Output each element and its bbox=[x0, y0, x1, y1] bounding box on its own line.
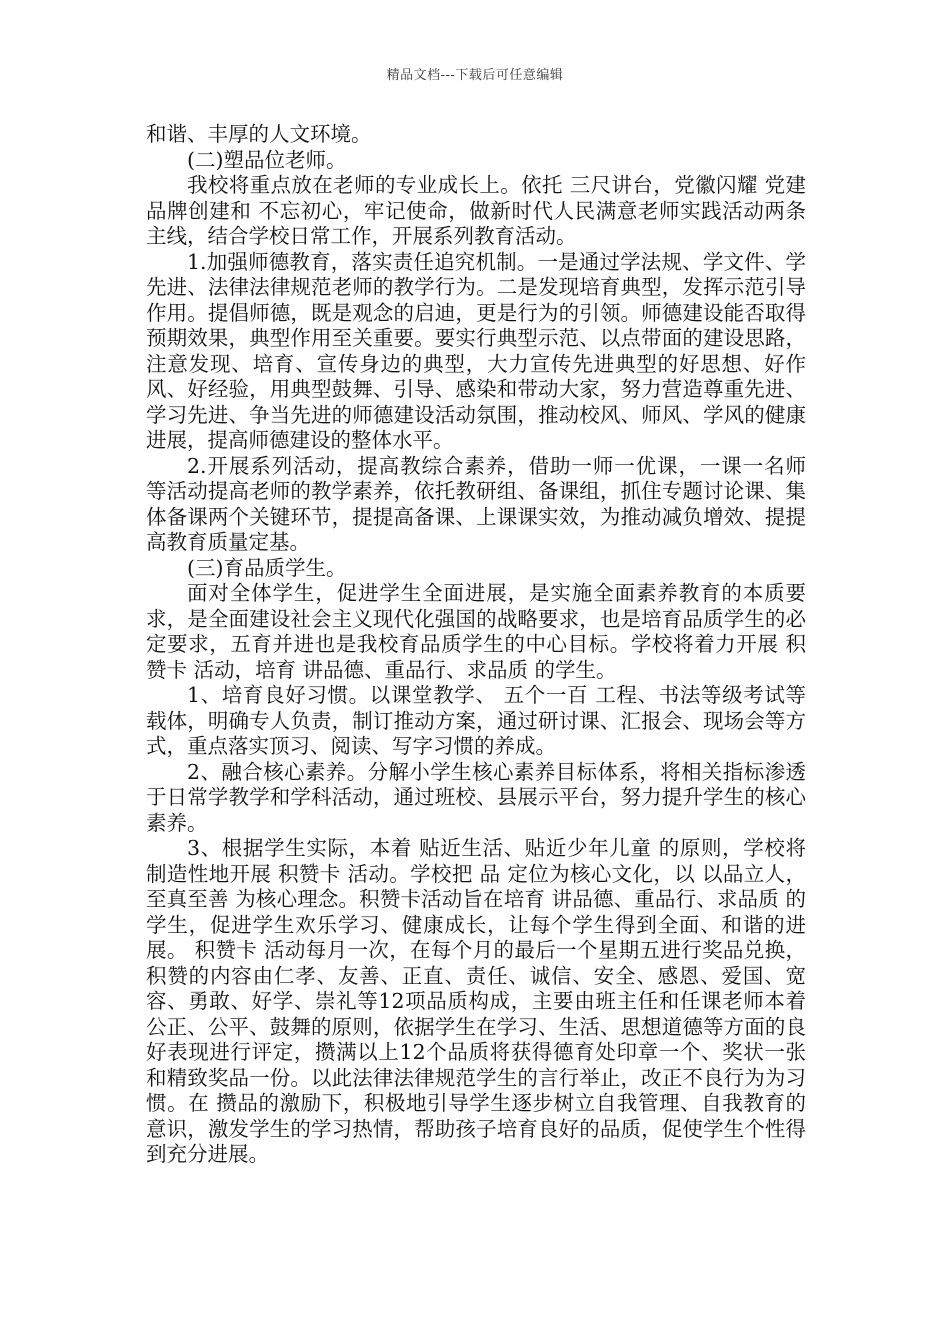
paragraph: 我校将重点放在老师的专业成长上。依托 三尺讲台，党徽闪耀 党建品牌创建和 不忘初心，牢记使命，做新时代人民满意老师实践活动两条主线，结合学校日常工作，开展系列教育活动。 bbox=[146, 173, 806, 248]
paragraph: 3、根据学生实际，本着 贴近生活、贴近少年儿童 的原则，学校将制造性地开展 积赞卡 活动。学校把 品 定位为核心文化，以 以品立人，至真至善 为核心理念。积赞卡活动旨在培育 讲品德、重品行、求品质 的学生，促进学生欢乐学习、健康成长，让每个学生得到全面、和谐的进展。 积赞卡 活动每月一次，在每个月的最后一个星期五进行奖品兑换，积赞的内容由仁孝、友善、正直、责任、诚信、安全、感恩、爱国、宽容、勇敢、好学、崇礼等12项品质构成，主要由班主任和任课老师本着公正、公平、鼓舞的原则，依据学生在学习、生活、思想道德等方面的良好表现进行评定，攒满以上12个品质将获得德育处印章一个、奖状一张和精致奖品一份。以此法律法律规范学生的言行举止，改正不良行为为习惯。在 攒品的激励下，积极地引导学生逐步树立自我管理、自我教育的意识，激发学生的学习热情，帮助孩子培育良好的品质，促使学生个性得到充分进展。 bbox=[146, 836, 806, 1166]
paragraph: 2、融合核心素养。分解小学生核心素养目标体系，将相关指标渗透于日常学教学和学科活动，通过班校、县展示平台，努力提升学生的核心素养。 bbox=[146, 759, 806, 835]
paragraph: 1.加强师德教育，落实责任追究机制。一是通过学法规、学文件、学先进、法律法律规范老师的教学行为。二是发现培育典型，发挥示范引导作用。提倡师德，既是观念的启迪，更是行为的引领。师德建设能否取得预期效果，典型作用至关重要。要实行典型示范、以点带面的建设思路，注意发现、培育、宣传身边的典型，大力宣传先进典型的好思想、好作风、好经验，用典型鼓舞、引导、感染和带动大家，努力营造尊重先进、学习先进、争当先进的师德建设活动氛围，推动校风、师风、学风的健康进展，提高师德建设的整体水平。 bbox=[146, 249, 806, 452]
paragraph: 面对全体学生，促进学生全面进展，是实施全面素养教育的本质要求，是全面建设社会主义现代化强国的战略要求，也是培育品质学生的必定要求，五育并进也是我校育品质学生的中心目标。学校将着力开展 积赞卡 活动，培育 讲品德、重品行、求品质 的学生。 bbox=[146, 581, 806, 682]
section-heading: (三)育品质学生。 bbox=[187, 555, 347, 580]
paragraph: 2.开展系列活动，提高教综合素养，借助一师一优课，一课一名师 等活动提高老师的教学素养，依托教研组、备课组，抓住专题讨论课、集体备课两个关键环节，提提高备课、上课课实效，为推动减负增效、提提高教育质量定基。 bbox=[146, 453, 806, 554]
page-header: 精品文档---下载后可任意编辑 bbox=[386, 68, 564, 83]
document-body bbox=[146, 122, 806, 1168]
section-heading: (二)塑品位老师。 bbox=[187, 147, 347, 172]
paragraph: 1、培育良好习惯。以课堂教学、 五个一百 工程、书法等级考试等载体，明确专人负责，制订推动方案，通过研讨课、汇报会、现场会等方式，重点落实顶习、阅读、写字习惯的养成。 bbox=[146, 683, 806, 758]
paragraph: 和谐、丰厚的人文环境。 bbox=[146, 122, 372, 146]
